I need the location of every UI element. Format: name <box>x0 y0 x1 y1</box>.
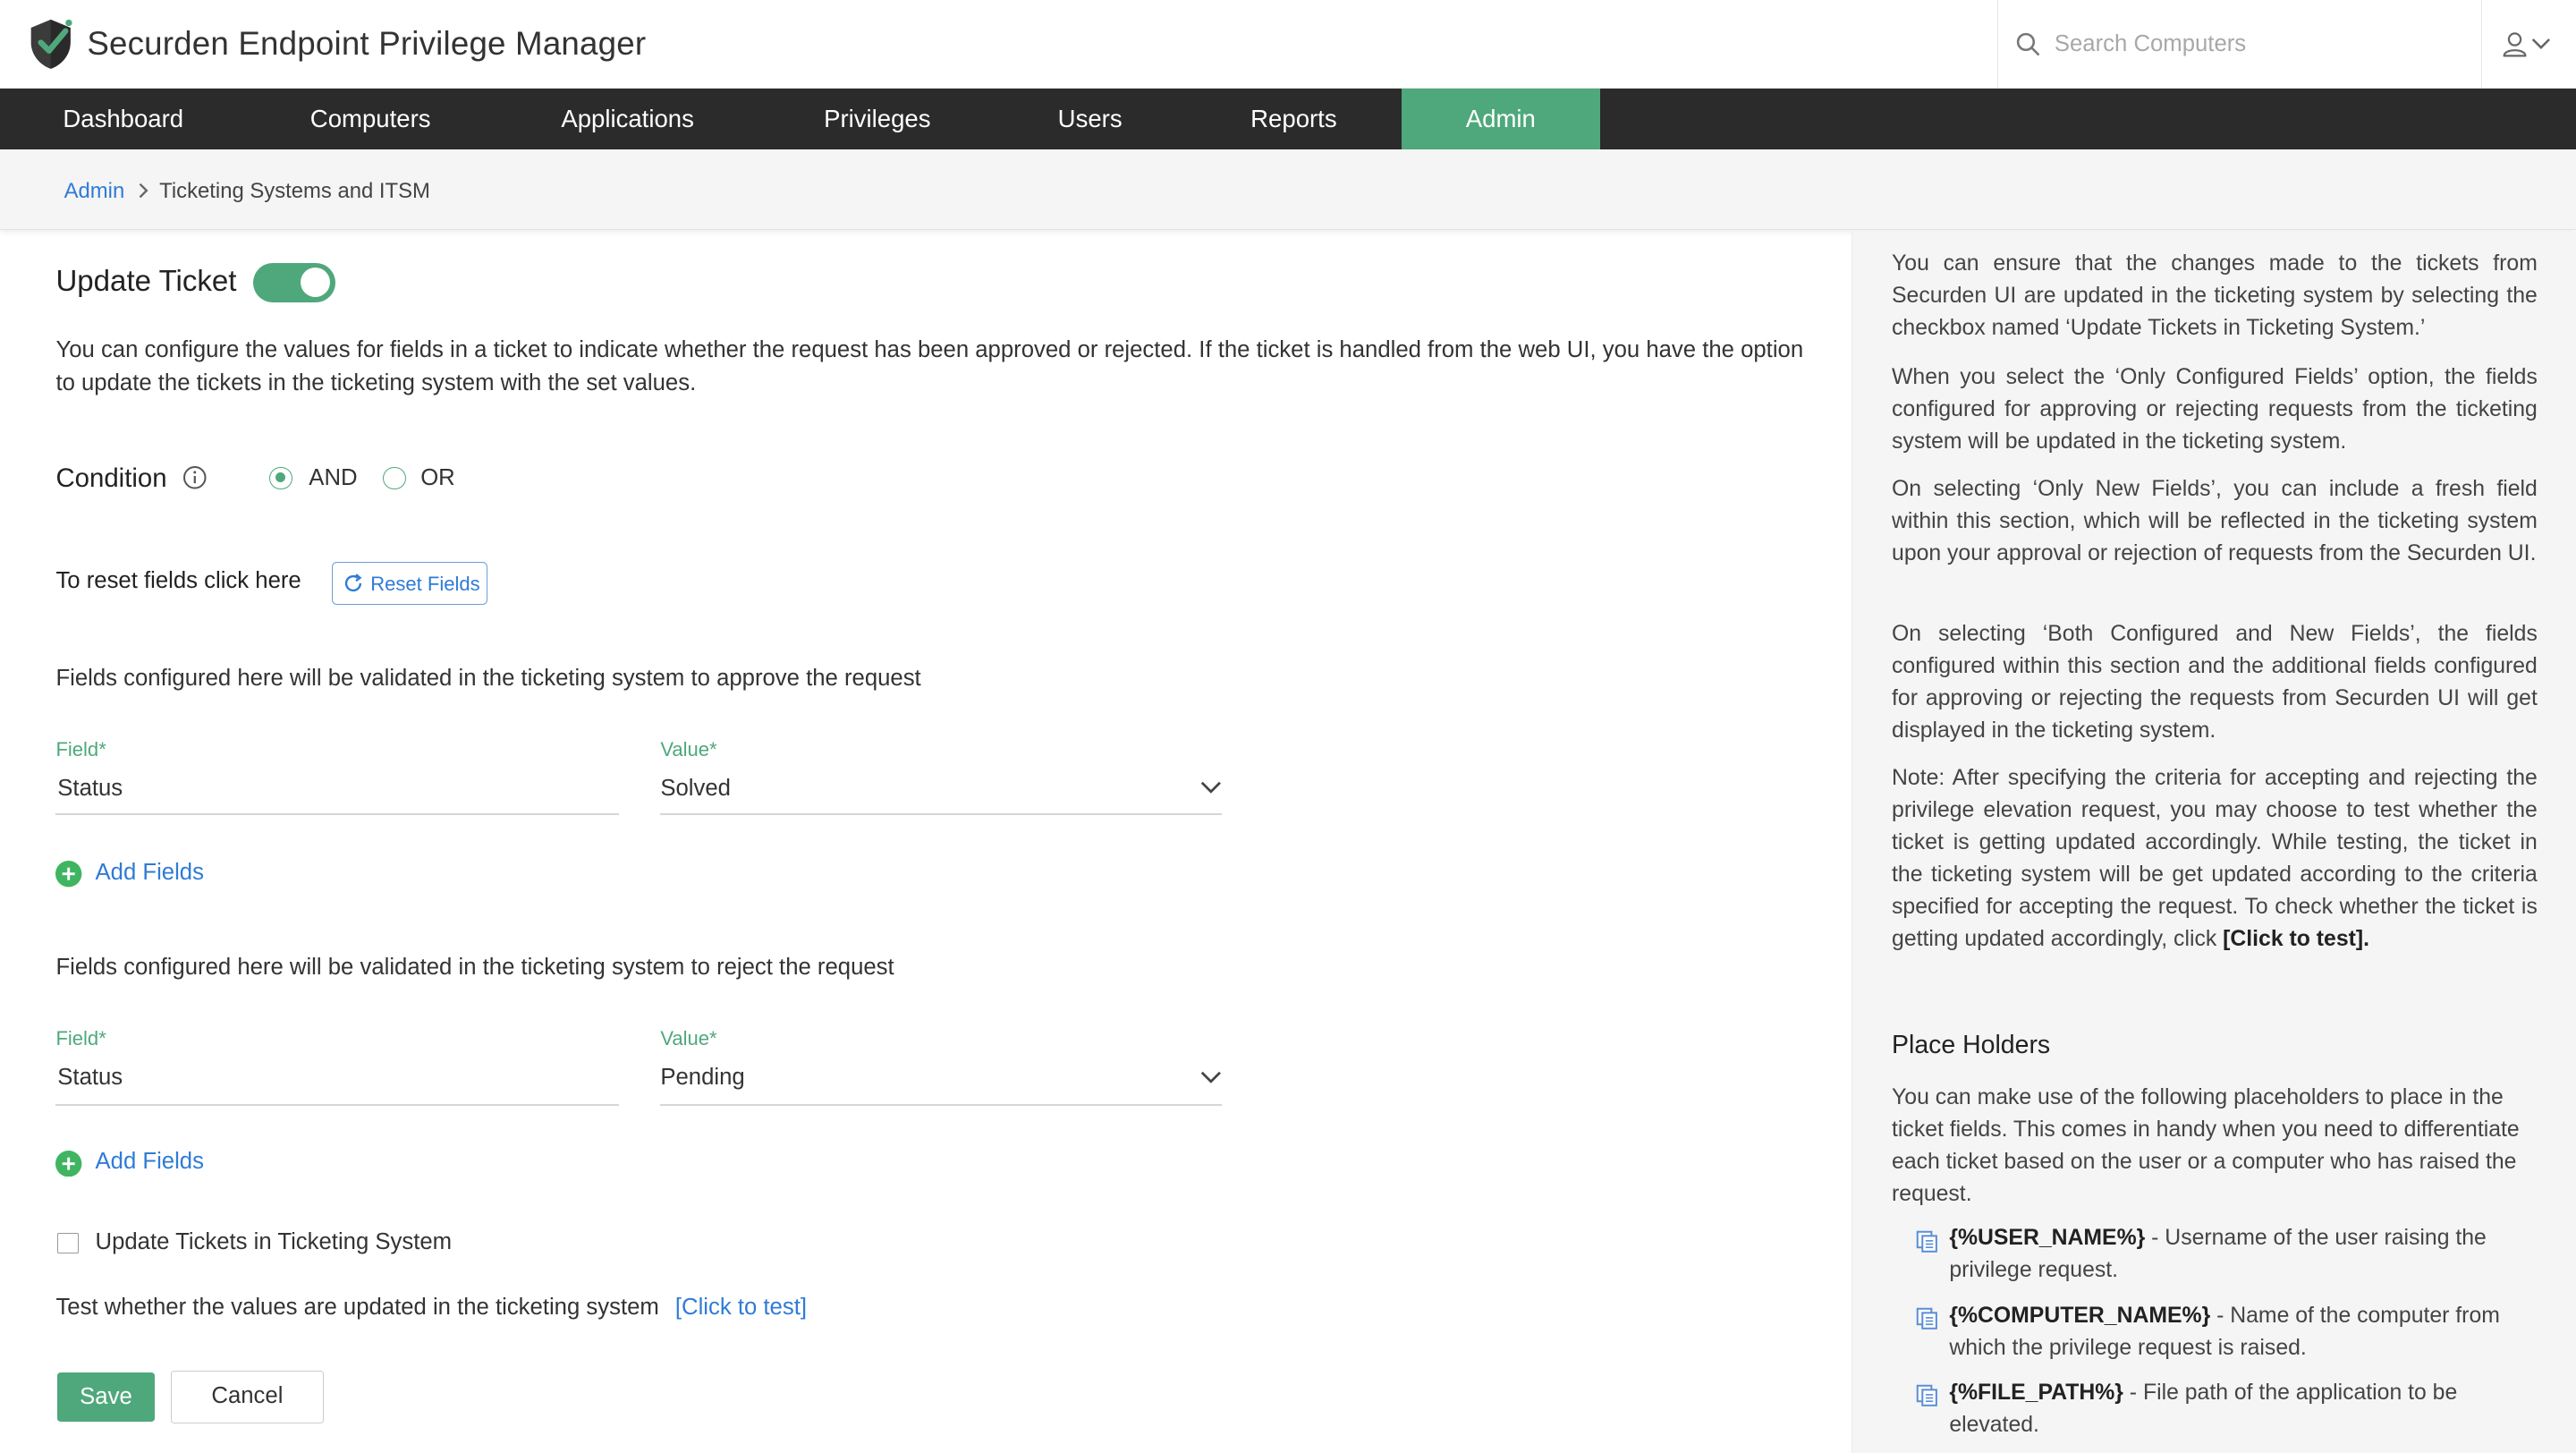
condition-label: Condition <box>55 463 167 493</box>
chevron-down-icon[interactable] <box>1199 780 1223 795</box>
shield-check-icon[interactable] <box>28 18 73 71</box>
reset-fields-label: Reset Fields <box>370 573 480 596</box>
add-circle-icon[interactable] <box>55 861 81 887</box>
placeholder-desc: - Username of the user raising the privilege request. <box>1949 1226 2487 1283</box>
approve-value-select[interactable]: Solved <box>660 775 731 801</box>
approve-add-fields-link[interactable]: Add Fields <box>95 859 204 885</box>
cancel-button[interactable]: Cancel <box>171 1371 324 1423</box>
main-nav <box>0 89 2576 149</box>
reset-fields-text: To reset fields click here <box>55 568 301 594</box>
update-ticket-toggle[interactable] <box>253 263 335 302</box>
chevron-right-icon <box>135 181 151 200</box>
search-box[interactable] <box>1997 0 2482 89</box>
condition-or-label: OR <box>420 464 455 490</box>
placeholder-token: {%USER_NAME%} <box>1949 1226 2146 1251</box>
toggle-knob <box>301 268 330 297</box>
add-circle-icon[interactable] <box>55 1151 81 1177</box>
placeholders-heading: Place Holders <box>1892 1030 2051 1059</box>
approve-field-underline <box>55 813 619 815</box>
condition-and-radio[interactable] <box>269 467 292 490</box>
help-paragraph: You can ensure that the changes made to the tickets from Securden UI are updated in the ticketing system by selecting the checkbox named ‘Update Tickets in Ticketing System.’ <box>1892 251 2538 341</box>
placeholder-token: {%FILE_PATH%} <box>1949 1381 2123 1406</box>
reject-intro: Fields configured here will be validated in the ticketing system to reject the request <box>55 955 894 981</box>
update-tickets-checkbox[interactable] <box>57 1233 79 1254</box>
copy-icon[interactable] <box>1915 1383 1940 1408</box>
update-ticket-title: Update Ticket <box>55 264 237 298</box>
reject-value-select[interactable]: Pending <box>660 1065 745 1091</box>
placeholders-intro: You can make use of the following placeholders to place in the ticket fields. This comes in handy when you need to differentiate each ticket based on the user or a computer who has raised the request. <box>1892 1084 2520 1206</box>
help-note-link: [Click to test]. <box>2223 927 2369 952</box>
reject-field-label: Field* <box>55 1026 106 1049</box>
search-input[interactable] <box>2055 26 2465 62</box>
search-icon <box>2015 31 2041 57</box>
help-note-text: Note: After specifying the criteria for accepting and rejecting the privilege elevation request, you may choose to test whether the ticket is getting updated accordingly. While testing, the ticket in the ticketing system will be get updated according to the criteria specified for accepting the request. To check whether the ticket is getting updated accordingly, click <box>1892 766 2538 952</box>
help-paragraph: When you select the ‘Only Configured Fields’ option, the fields configured for approving or rejecting requests from the ticketing system will be updated in the ticketing system. <box>1892 365 2538 455</box>
placeholder-desc: - Name of the computer from which the privilege request is raised. <box>1949 1303 2500 1360</box>
copy-icon[interactable] <box>1915 1229 1940 1254</box>
reject-field-input[interactable]: Status <box>57 1065 123 1091</box>
placeholder-desc: - File path of the application to be elevated. <box>1949 1381 2458 1438</box>
refresh-icon <box>343 573 364 594</box>
chevron-down-icon[interactable] <box>1199 1070 1223 1085</box>
save-button[interactable]: Save <box>57 1372 154 1422</box>
app-title: Securden Endpoint Privilege Manager <box>87 24 647 62</box>
info-icon[interactable] <box>182 465 208 490</box>
reject-value-underline <box>660 1104 1222 1106</box>
nav-computers[interactable]: Computers <box>309 105 431 133</box>
approve-intro: Fields configured here will be validated in the ticketing system to approve the request <box>55 665 921 691</box>
nav-users[interactable]: Users <box>1057 105 1123 133</box>
copy-icon[interactable] <box>1915 1306 1940 1331</box>
nav-admin[interactable]: Admin <box>1402 89 1600 149</box>
condition-and-label: AND <box>309 464 358 490</box>
update-tickets-label: Update Tickets in Ticketing System <box>95 1228 453 1254</box>
placeholder-item <box>1949 1300 2507 1364</box>
help-paragraph: On selecting ‘Only New Fields’, you can include a fresh field within this section, which will be reflected in the ticketing system upon your approval or rejection of requests from the Securden UI. <box>1892 476 2538 565</box>
reject-value-label: Value* <box>660 1026 717 1049</box>
app-header <box>0 0 2576 89</box>
reject-field-underline <box>55 1104 619 1106</box>
nav-dashboard[interactable]: Dashboard <box>63 105 184 133</box>
breadcrumb <box>0 149 2576 230</box>
approve-value-underline <box>660 813 1222 815</box>
reject-add-fields-link[interactable]: Add Fields <box>95 1148 204 1174</box>
condition-or-radio[interactable] <box>383 467 406 490</box>
reset-fields-button[interactable] <box>332 562 487 605</box>
nav-applications[interactable]: Applications <box>561 105 694 133</box>
placeholder-token: {%COMPUTER_NAME%} <box>1949 1303 2211 1328</box>
approve-field-input[interactable]: Status <box>57 775 123 801</box>
placeholder-item <box>1949 1222 2507 1287</box>
breadcrumb-current: Ticketing Systems and ITSM <box>159 179 430 204</box>
click-to-test-link[interactable]: [Click to test] <box>674 1295 807 1321</box>
update-ticket-description: You can configure the values for fields in a ticket to indicate whether the request has been approved or rejected. If the ticket is handled from the web UI, you have the option to update the tickets in the ticketing system with the set values. <box>55 336 1804 395</box>
help-note-paragraph <box>1892 762 2538 956</box>
help-panel <box>1852 232 2576 1453</box>
help-paragraph: On selecting ‘Both Configured and New Fields’, the fields configured within this section and the additional fields configured for approving or rejecting the requests from Securden UI will get displayed in the ticketing system. <box>1892 621 2538 743</box>
approve-field-label: Field* <box>55 737 106 760</box>
main-content <box>0 232 1852 1453</box>
nav-reports[interactable]: Reports <box>1250 105 1337 133</box>
breadcrumb-admin-link[interactable]: Admin <box>64 179 125 204</box>
test-text: Test whether the values are updated in the ticketing system <box>55 1295 659 1321</box>
placeholder-item <box>1949 1377 2507 1441</box>
nav-privileges[interactable]: Privileges <box>824 105 931 133</box>
approve-value-label: Value* <box>660 737 717 760</box>
user-menu-icon[interactable] <box>2500 30 2559 63</box>
